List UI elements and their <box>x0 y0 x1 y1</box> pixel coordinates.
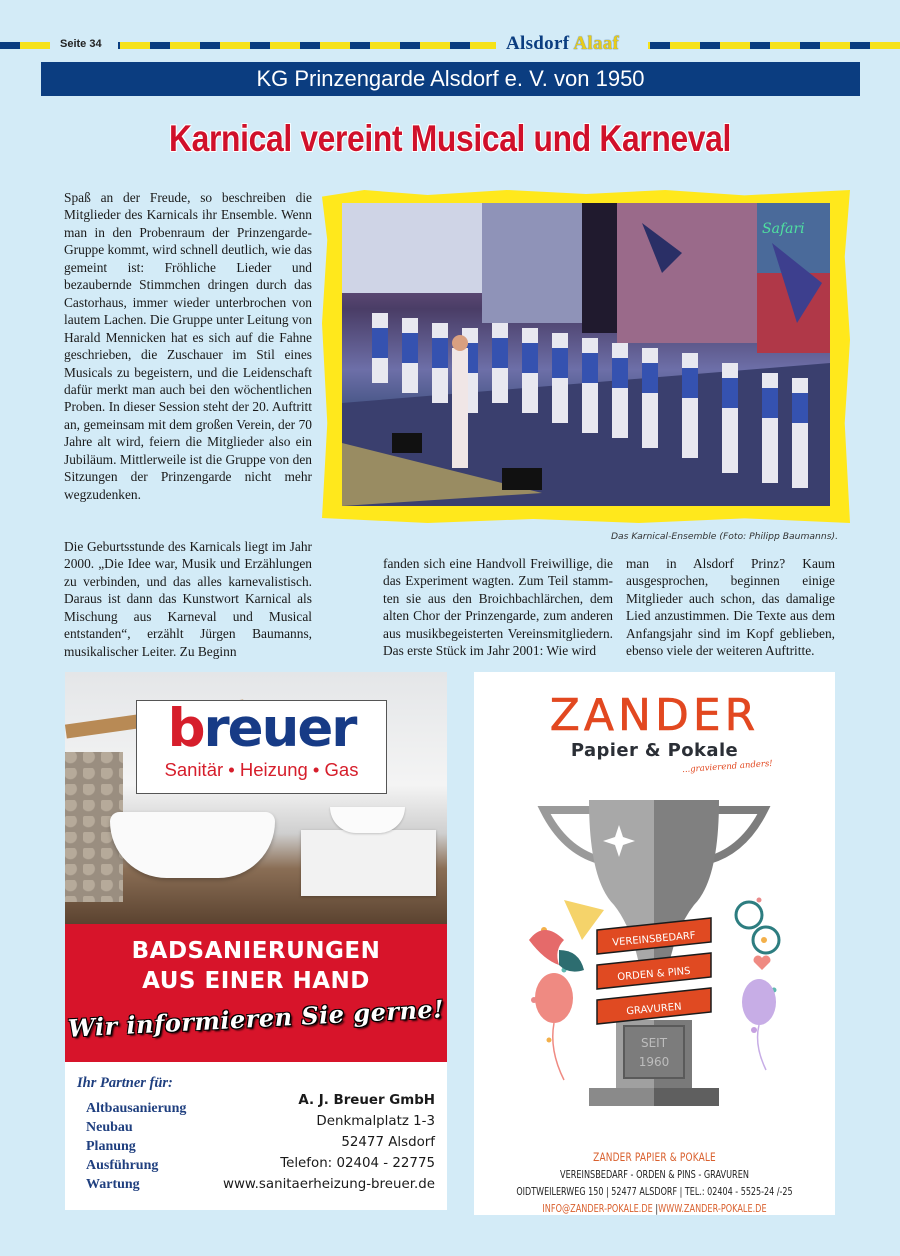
stage-speaker-right <box>502 468 542 490</box>
breuer-banner <box>65 924 447 1062</box>
ensemble-photo <box>342 203 830 506</box>
ribbon-label-3: GRAVUREN <box>625 1001 683 1018</box>
website-link[interactable]: www.sanitaerheizung-breuer.de <box>223 1177 435 1192</box>
partner-list <box>86 1099 186 1194</box>
zander-slogan: ...gravierend anders! <box>681 758 774 776</box>
banner-line-1: BADSANIERUNGEN <box>131 938 381 964</box>
breuer-contact <box>223 1090 435 1195</box>
jester-hat-icon <box>529 930 584 972</box>
ribbon-1 <box>597 918 711 954</box>
decorative-stripe <box>0 42 900 49</box>
article-column-1-continued <box>64 538 312 660</box>
conductor-head <box>452 335 468 351</box>
article-paragraph-2-part3: man in Alsdorf Prinz? Kaum ausgesprochen, beginnen einige Mitglieder auch schon, das damalige Lied anzustimmen. Die Texte aus dem Anfangsjahr sind im Kopf geblieben, ebenso viele der weiteren Auftritte. <box>626 556 835 659</box>
breuer-logo-rest: reuer <box>203 698 356 759</box>
set-building-center <box>482 203 582 323</box>
bathtub <box>110 812 275 878</box>
article-column-3 <box>626 555 835 660</box>
zander-website-link[interactable]: WWW.ZANDER-POKALE.DE <box>658 1202 767 1215</box>
partner-item: Neubau <box>86 1120 133 1135</box>
zander-subtitle: Papier & Pokale <box>570 740 739 761</box>
advertisement-zander[interactable] <box>474 672 835 1215</box>
article-headline: Karnical vereint Musical und Karneval <box>168 118 732 159</box>
street-address: Denkmalplatz 1-3 <box>316 1114 435 1129</box>
vanity-cabinet <box>301 830 436 896</box>
section-title: KG Prinzengarde Alsdorf e. V. von 1950 <box>41 62 860 96</box>
set-gap <box>582 203 617 333</box>
magazine-title-part1: Alsdorf <box>506 33 570 54</box>
breuer-logo <box>136 700 387 794</box>
photo-caption: Das Karnical-Ensemble (Foto: Philipp Baumanns). <box>610 531 838 542</box>
partner-heading: Ihr Partner für: <box>77 1075 173 1091</box>
partner-item: Wartung <box>86 1177 140 1192</box>
magazine-title <box>506 33 619 55</box>
ribbon-label-1: VEREINSBEDARF <box>611 930 697 949</box>
glasses-icon <box>736 902 779 953</box>
article-column-2 <box>383 555 613 660</box>
breuer-logo-wordmark <box>137 698 386 759</box>
partner-item: Planung <box>86 1139 136 1154</box>
zander-footer-name: ZANDER PAPIER & POKALE <box>593 1150 716 1164</box>
company-name: A. J. Breuer GmbH <box>298 1093 435 1108</box>
partner-item: Altbausanierung <box>86 1101 187 1116</box>
conductor <box>452 348 468 468</box>
article-paragraph-2-part1: Die Geburtsstunde des Karnicals liegt im Jahr 2000. „Die Idee war, Musik und Erzählungen zu verbinden, und das alles karnevalistisch. Daraus ist dann das Kunstwort Karnical als Mischung aus Karneval und Musical entstanden“, erzählt Jürgen Baumanns, musikalischer Leiter. Zu Beginn <box>64 539 312 659</box>
partner-item: Ausführung <box>86 1158 159 1173</box>
banner-line-2: AUS EINER HAND <box>142 968 370 994</box>
page-number: Seite 34 <box>60 38 102 50</box>
stage-scene-illustration <box>342 203 830 506</box>
article-paragraph-1: Spaß an der Freude, so beschreiben die Mitglieder des Karnicals ihr Ensemble. Wenn man in den Probenraum der Prinzengarde-Gruppe kommt, wird schnell deutlich, wie das gemeint ist: Fröhliche Lieder und bezaubernde Stimmchen dringen durch das Castorhaus, immer wieder unterbrochen von lautem Lachen. Die Gruppe unter Leitung von Harald Mennicken hat es sich auf die Fahne geschrieben, die Zuschauer im Stil eines Musicals zu begeistern, und die Leidenschaft dafür merkt man auch bei den wöchentlichen Proben. In dieser Session steht der 20. Auftritt an, gemeinsam mit dem großen Verein, der 70 Jahre alt wird, feiern die Mitglieder also ein Jubiläum. Mittlerweile ist die Gruppe von den Sitzungen der Prinzengarde nicht mehr wegzudenken. <box>64 190 313 502</box>
breuer-logo-b: b <box>167 698 204 759</box>
heart-icon <box>754 956 771 970</box>
city: 52477 Alsdorf <box>341 1135 435 1150</box>
zander-email-link[interactable]: INFO@ZANDER-POKALE.DE <box>542 1202 653 1215</box>
set-building-police <box>617 203 757 343</box>
article-paragraph-2-part2: fanden sich eine Handvoll Freiwillige, die das Experiment wagten. Zum Teil stammten sie aus den Broichbachlärchen, dem alten Chor der Prinzengarde, zum anderen aus musikbegeisterten Vereinsmitgliedern. Das erste Stück im Jahr 2001: Wie wird <box>383 556 613 659</box>
balloon-icon <box>742 979 776 1070</box>
set-building-left <box>342 203 482 293</box>
advertisement-breuer[interactable] <box>65 672 447 1210</box>
breuer-tagline: Sanitär • Heizung • Gas <box>164 759 359 780</box>
trophy-plaque <box>624 1026 684 1078</box>
stage-speaker-left <box>392 433 422 453</box>
ribbon-3 <box>597 988 711 1024</box>
plaque-line-1: SEIT <box>640 1036 668 1050</box>
article-column-1 <box>64 189 312 503</box>
plaque-line-2: 1960 <box>638 1055 670 1069</box>
magazine-title-part2: Alaaf <box>573 33 620 54</box>
zander-footer-address: OIDTWEILERWEG 150 | 52477 ALSDORF | TEL.: 02404 - 5525-24 /-25 <box>516 1185 793 1198</box>
balloon-icon <box>535 973 573 1080</box>
neon-sign: Safari <box>762 221 805 237</box>
zander-logo-wordmark: ZANDER <box>549 690 760 741</box>
trophy-illustration <box>504 790 804 1108</box>
ribbon-2 <box>597 953 711 989</box>
ribbon-label-2: ORDEN & PINS <box>616 965 691 984</box>
link-separator: | <box>652 1202 659 1215</box>
zander-footer-links <box>521 1202 788 1215</box>
phone: Telefon: 02404 - 22775 <box>280 1156 435 1171</box>
trophy-foot-shadow <box>654 1088 719 1106</box>
zander-footer-services: VEREINSBEDARF - ORDEN & PINS - GRAVUREN <box>560 1168 749 1181</box>
banner-slogan: Wir informieren Sie gerne! <box>67 994 445 1043</box>
